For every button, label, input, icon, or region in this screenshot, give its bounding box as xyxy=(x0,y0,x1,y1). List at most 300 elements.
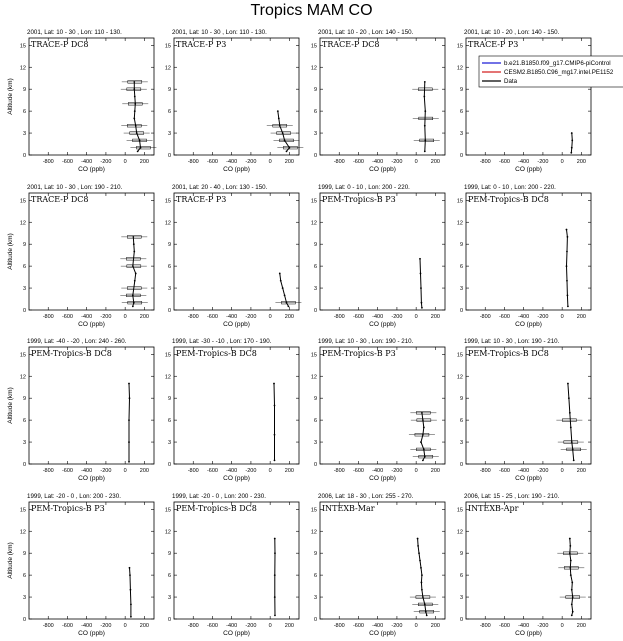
y-tick-label: 3 xyxy=(22,286,26,293)
data-point xyxy=(282,287,284,289)
data-point xyxy=(571,147,573,149)
data-point xyxy=(129,567,131,569)
data-point xyxy=(568,397,570,399)
y-tick-label: 9 xyxy=(459,242,463,249)
data-point xyxy=(129,574,131,576)
data-point xyxy=(280,280,282,282)
data-point xyxy=(130,589,132,591)
data-point xyxy=(571,614,573,616)
panel-7 xyxy=(311,184,445,328)
campaign-label: TRACE-P DC8 xyxy=(31,40,89,49)
x-tick-label: -800 xyxy=(187,159,199,165)
y-tick-label: 6 xyxy=(22,264,26,271)
data-point xyxy=(279,273,281,275)
x-tick-label: -400 xyxy=(81,623,93,629)
panel-header: 2001, Lat: 10 - 30 , Lon: 110 - 130. xyxy=(172,29,267,36)
y-tick-label: 3 xyxy=(22,131,26,138)
plot-frame xyxy=(320,193,445,310)
data-point xyxy=(274,434,276,436)
y-tick-label: 15 xyxy=(456,198,463,205)
data-point xyxy=(424,110,426,112)
data-point xyxy=(420,287,422,289)
x-tick-label: -200 xyxy=(537,159,549,165)
data-point xyxy=(570,152,572,154)
x-tick-label: -600 xyxy=(498,159,510,165)
data-point xyxy=(130,616,132,618)
x-tick-label: -600 xyxy=(352,314,364,320)
x-tick-label: 0 xyxy=(123,314,127,320)
campaign-label: TRACE-P P3 xyxy=(468,40,519,49)
legend-entry: b.e21.B1850.f09_g17.CMIP6-piControl xyxy=(504,60,611,67)
y-tick-label: 3 xyxy=(459,286,463,293)
x-tick-label: 200 xyxy=(284,468,294,474)
y-tick-label: 12 xyxy=(19,529,26,536)
y-tick-label: 9 xyxy=(313,551,317,558)
y-tick-label: 9 xyxy=(167,396,171,403)
x-tick-label: 200 xyxy=(139,468,149,474)
x-tick-label: 0 xyxy=(268,468,272,474)
y-tick-label: 3 xyxy=(22,595,26,602)
campaign-label: PEM-Tropics-B P3 xyxy=(322,349,396,358)
y-tick-label: 3 xyxy=(167,595,171,602)
y-tick-label: 15 xyxy=(164,507,171,514)
data-point xyxy=(566,280,568,282)
x-tick-label: -400 xyxy=(81,468,93,474)
x-tick-label: -800 xyxy=(479,468,491,474)
y-tick-label: 0 xyxy=(167,153,171,159)
y-tick-label: 3 xyxy=(459,131,463,138)
data-point xyxy=(133,243,135,245)
data-profile-line xyxy=(571,133,572,153)
data-point xyxy=(571,132,573,134)
plot-frame xyxy=(29,502,154,619)
x-tick-label: 200 xyxy=(576,314,586,320)
y-tick-label: 12 xyxy=(164,374,171,381)
data-point xyxy=(274,596,276,598)
data-point xyxy=(421,589,423,591)
data-point xyxy=(421,582,423,584)
x-tick-label: -600 xyxy=(206,314,218,320)
y-tick-label: 12 xyxy=(19,374,26,381)
x-tick-label: -600 xyxy=(206,468,218,474)
data-point xyxy=(277,110,279,112)
y-tick-label: 12 xyxy=(456,529,463,536)
y-tick-label: 15 xyxy=(19,43,26,50)
panel-header: 2001, Lat: 10 - 20 , Lon: 140 - 150. xyxy=(318,29,414,36)
data-point xyxy=(570,574,572,576)
campaign-label: PEM-Tropics-B P3 xyxy=(322,195,396,204)
data-point xyxy=(569,412,571,414)
y-tick-label: 12 xyxy=(310,529,317,536)
x-tick-label: 0 xyxy=(123,623,127,629)
y-tick-label: 9 xyxy=(22,551,26,558)
y-tick-label: 0 xyxy=(22,308,26,314)
panel-11 xyxy=(311,338,445,482)
panel-10 xyxy=(165,338,299,482)
data-point xyxy=(134,110,136,112)
x-tick-label: -400 xyxy=(372,159,384,165)
data-point xyxy=(273,383,275,385)
legend-entry: CESM2.B1850.C96_mg17.intel.PE1152 xyxy=(504,69,614,76)
data-profile-line xyxy=(278,111,290,151)
y-tick-label: 15 xyxy=(19,198,26,205)
y-tick-label: 6 xyxy=(459,573,463,580)
x-axis-title: CO (ppb) xyxy=(78,475,105,482)
panel-9 xyxy=(7,338,154,482)
x-tick-label: -600 xyxy=(206,159,218,165)
y-tick-label: 6 xyxy=(313,573,317,580)
y-tick-label: 15 xyxy=(19,507,26,514)
data-point xyxy=(566,265,568,267)
data-point xyxy=(286,150,288,152)
x-tick-label: 0 xyxy=(123,468,127,474)
y-tick-label: 9 xyxy=(313,396,317,403)
panel-header: 1999, Lat: 0 - 10 , Lon: 200 - 220. xyxy=(464,184,556,191)
x-tick-label: -600 xyxy=(498,468,510,474)
campaign-label: TRACE-P P3 xyxy=(176,195,227,204)
y-axis-title: Altitude (km) xyxy=(7,542,14,579)
panel-header: 1999, Lat: 10 - 30 , Lon: 190 - 210. xyxy=(464,338,560,345)
panel-header: 1999, Lat: -20 - 0 , Lon: 200 - 230. xyxy=(27,493,121,500)
y-tick-label: 0 xyxy=(459,462,463,468)
y-tick-label: 9 xyxy=(167,551,171,558)
y-tick-label: 9 xyxy=(22,87,26,94)
data-point xyxy=(421,302,423,304)
x-tick-label: -800 xyxy=(479,314,491,320)
x-tick-label: 200 xyxy=(139,314,149,320)
x-tick-label: -800 xyxy=(187,623,199,629)
y-tick-label: 6 xyxy=(167,573,171,580)
x-tick-label: 0 xyxy=(414,314,418,320)
y-tick-label: 12 xyxy=(164,529,171,536)
x-tick-label: -200 xyxy=(537,623,549,629)
data-point xyxy=(133,118,135,120)
panel-header: 1999, Lat: -20 - 0 , Lon: 200 - 230. xyxy=(172,493,266,500)
x-tick-label: -400 xyxy=(518,623,530,629)
x-axis-title: CO (ppb) xyxy=(515,630,542,637)
x-axis-title: CO (ppb) xyxy=(223,166,250,173)
x-tick-label: -400 xyxy=(372,314,384,320)
y-tick-label: 6 xyxy=(22,573,26,580)
y-tick-label: 9 xyxy=(459,551,463,558)
data-point xyxy=(135,273,137,275)
x-tick-label: -600 xyxy=(61,314,73,320)
data-point xyxy=(274,574,276,576)
panel-header: 1999, Lat: 0 - 10 , Lon: 200 - 220. xyxy=(318,184,410,191)
panel-header: 2001, Lat: 20 - 40 , Lon: 130 - 150. xyxy=(172,184,268,191)
plot-frame xyxy=(320,38,445,155)
y-tick-label: 12 xyxy=(19,65,26,72)
y-tick-label: 9 xyxy=(22,396,26,403)
y-tick-label: 0 xyxy=(459,153,463,159)
x-tick-label: -800 xyxy=(333,159,345,165)
y-tick-label: 6 xyxy=(22,418,26,425)
data-point xyxy=(134,96,136,98)
campaign-label: PEM-Tropics-B DC8 xyxy=(468,349,549,358)
data-point xyxy=(133,251,135,253)
data-point xyxy=(274,538,276,540)
data-profile-line xyxy=(129,384,130,462)
y-tick-label: 9 xyxy=(313,87,317,94)
y-tick-label: 12 xyxy=(164,220,171,227)
y-tick-label: 15 xyxy=(164,198,171,205)
x-tick-label: 200 xyxy=(430,159,440,165)
y-tick-label: 12 xyxy=(310,374,317,381)
y-tick-label: 12 xyxy=(164,65,171,72)
x-tick-label: 0 xyxy=(560,314,564,320)
panel-16 xyxy=(457,493,591,637)
data-point xyxy=(128,383,130,385)
x-tick-label: 0 xyxy=(414,159,418,165)
data-point xyxy=(417,538,419,540)
y-tick-label: 0 xyxy=(313,308,317,314)
x-tick-label: -200 xyxy=(391,314,403,320)
x-tick-label: 200 xyxy=(576,468,586,474)
data-point xyxy=(132,305,134,307)
y-tick-label: 0 xyxy=(22,153,26,159)
data-point xyxy=(419,560,421,562)
panel-header: 2001, Lat: 10 - 30 , Lon: 110 - 130. xyxy=(27,29,122,36)
y-tick-label: 6 xyxy=(167,264,171,271)
y-tick-label: 12 xyxy=(456,220,463,227)
x-tick-label: -200 xyxy=(391,468,403,474)
y-tick-label: 3 xyxy=(313,131,317,138)
data-point xyxy=(421,307,423,309)
y-tick-label: 6 xyxy=(167,418,171,425)
x-tick-label: -800 xyxy=(333,623,345,629)
x-axis-title: CO (ppb) xyxy=(223,630,250,637)
x-tick-label: -600 xyxy=(61,623,73,629)
data-point xyxy=(421,574,423,576)
panel-12 xyxy=(457,338,591,482)
y-tick-label: 12 xyxy=(310,220,317,227)
x-axis-title: CO (ppb) xyxy=(78,321,105,328)
y-tick-label: 15 xyxy=(164,352,171,359)
y-axis-title: Altitude (km) xyxy=(7,78,14,115)
x-tick-label: -800 xyxy=(333,468,345,474)
data-point xyxy=(567,383,569,385)
x-tick-label: -400 xyxy=(518,468,530,474)
y-tick-label: 0 xyxy=(22,462,26,468)
y-tick-label: 0 xyxy=(313,617,317,623)
y-tick-label: 15 xyxy=(456,507,463,514)
x-tick-label: -600 xyxy=(352,468,364,474)
data-point xyxy=(422,459,424,461)
data-point xyxy=(424,125,426,127)
campaign-label: TRACE-P P3 xyxy=(176,40,227,49)
data-point xyxy=(423,427,425,429)
data-point xyxy=(572,611,574,613)
data-point xyxy=(128,441,130,443)
y-tick-label: 0 xyxy=(313,462,317,468)
x-axis-title: CO (ppb) xyxy=(369,166,396,173)
x-axis-title: CO (ppb) xyxy=(369,475,396,482)
x-axis-title: CO (ppb) xyxy=(78,166,105,173)
y-tick-label: 3 xyxy=(313,440,317,447)
plot-frame xyxy=(320,347,445,464)
x-tick-label: 0 xyxy=(414,468,418,474)
data-point xyxy=(426,614,428,616)
x-tick-label: 200 xyxy=(430,623,440,629)
panel-3 xyxy=(311,29,445,173)
panel-14 xyxy=(165,493,299,637)
x-tick-label: -600 xyxy=(61,159,73,165)
x-tick-label: -600 xyxy=(498,314,510,320)
data-point xyxy=(424,150,426,152)
plot-frame xyxy=(174,347,299,464)
x-tick-label: -400 xyxy=(81,314,93,320)
data-point xyxy=(418,552,420,554)
x-tick-label: -800 xyxy=(479,159,491,165)
campaign-label: PEM-Tropics-B DC8 xyxy=(31,349,112,358)
panel-15 xyxy=(311,493,445,637)
data-point xyxy=(571,582,573,584)
x-tick-label: -400 xyxy=(226,314,238,320)
x-tick-label: 0 xyxy=(414,623,418,629)
campaign-label: PEM-Tropics-B DC8 xyxy=(468,195,549,204)
panel-header: 1999, Lat: -40 - -20 , Lon: 240 - 260. xyxy=(27,338,127,345)
campaign-label: INTEXB-Apr xyxy=(468,504,519,513)
y-tick-label: 3 xyxy=(313,595,317,602)
panel-6 xyxy=(165,184,302,328)
panel-4 xyxy=(457,29,591,173)
y-tick-label: 9 xyxy=(459,396,463,403)
x-tick-label: -200 xyxy=(245,623,257,629)
x-axis-title: CO (ppb) xyxy=(78,630,105,637)
x-tick-label: -600 xyxy=(61,468,73,474)
data-point xyxy=(137,150,139,152)
y-tick-label: 12 xyxy=(456,374,463,381)
plot-frame xyxy=(174,193,299,310)
y-tick-label: 15 xyxy=(310,43,317,50)
y-tick-label: 12 xyxy=(19,220,26,227)
data-point xyxy=(130,603,132,605)
y-tick-label: 15 xyxy=(19,352,26,359)
campaign-label: PEM-Tropics-B DC8 xyxy=(176,349,257,358)
data-point xyxy=(274,614,276,616)
data-point xyxy=(274,552,276,554)
y-tick-label: 6 xyxy=(459,109,463,116)
x-tick-label: -800 xyxy=(333,314,345,320)
x-tick-label: -200 xyxy=(245,314,257,320)
y-tick-label: 9 xyxy=(22,242,26,249)
data-point xyxy=(566,229,568,231)
data-point xyxy=(424,81,426,83)
x-tick-label: -800 xyxy=(42,159,54,165)
panel-5 xyxy=(7,184,154,328)
x-tick-label: -400 xyxy=(226,159,238,165)
data-point xyxy=(417,545,419,547)
y-tick-label: 6 xyxy=(313,418,317,425)
x-tick-label: -200 xyxy=(100,159,112,165)
x-tick-label: 200 xyxy=(430,314,440,320)
x-tick-label: 0 xyxy=(560,159,564,165)
x-axis-title: CO (ppb) xyxy=(515,166,542,173)
plot-frame xyxy=(174,38,299,155)
panel-2 xyxy=(165,29,303,173)
panel-1 xyxy=(7,29,156,173)
data-point xyxy=(566,251,568,253)
y-tick-label: 6 xyxy=(459,418,463,425)
data-point xyxy=(420,567,422,569)
x-tick-label: -600 xyxy=(206,623,218,629)
data-profile-line xyxy=(420,259,422,308)
x-axis-title: CO (ppb) xyxy=(223,475,250,482)
data-point xyxy=(129,397,131,399)
data-point xyxy=(128,419,130,421)
y-tick-label: 0 xyxy=(22,617,26,623)
panel-header: 2001, Lat: 10 - 30 , Lon: 190 - 210. xyxy=(27,184,123,191)
x-axis-title: CO (ppb) xyxy=(223,321,250,328)
y-tick-label: 3 xyxy=(22,440,26,447)
x-tick-label: 0 xyxy=(268,623,272,629)
x-tick-label: -200 xyxy=(100,623,112,629)
page-title: Tropics MAM CO xyxy=(250,2,373,19)
data-point xyxy=(419,258,421,260)
campaign-label: TRACE-P DC8 xyxy=(322,40,380,49)
data-point xyxy=(567,305,569,307)
x-tick-label: -800 xyxy=(187,468,199,474)
x-tick-label: -800 xyxy=(187,314,199,320)
x-tick-label: 200 xyxy=(139,159,149,165)
x-tick-label: 0 xyxy=(268,159,272,165)
panel-8 xyxy=(457,184,591,328)
x-tick-label: 0 xyxy=(560,468,564,474)
campaign-label: PEM-Tropics-B P3 xyxy=(31,504,105,513)
y-tick-label: 15 xyxy=(456,352,463,359)
x-tick-label: -400 xyxy=(518,159,530,165)
y-tick-label: 0 xyxy=(459,308,463,314)
y-tick-label: 0 xyxy=(167,617,171,623)
campaign-label: INTEXB-Mar xyxy=(322,504,375,513)
x-tick-label: 200 xyxy=(284,623,294,629)
campaign-label: TRACE-P DC8 xyxy=(31,195,89,204)
x-tick-label: -800 xyxy=(42,314,54,320)
data-point xyxy=(573,459,575,461)
data-point xyxy=(288,305,290,307)
panel-header: 2006, Lat: 15 - 25 , Lon: 190 - 210. xyxy=(464,493,560,500)
data-point xyxy=(569,538,571,540)
x-tick-label: -400 xyxy=(372,468,384,474)
x-tick-label: -200 xyxy=(391,159,403,165)
x-tick-label: 200 xyxy=(576,623,586,629)
data-point xyxy=(567,236,569,238)
y-tick-label: 9 xyxy=(459,87,463,94)
plot-frame xyxy=(466,193,591,310)
x-tick-label: -200 xyxy=(245,159,257,165)
data-point xyxy=(567,294,569,296)
y-tick-label: 15 xyxy=(310,507,317,514)
data-point xyxy=(571,603,573,605)
x-tick-label: 0 xyxy=(268,314,272,320)
data-point xyxy=(274,405,276,407)
plot-frame xyxy=(29,347,154,464)
x-tick-label: 200 xyxy=(284,159,294,165)
x-tick-label: -600 xyxy=(498,623,510,629)
data-point xyxy=(423,96,425,98)
legend xyxy=(479,56,623,87)
data-point xyxy=(134,280,136,282)
data-point xyxy=(278,118,280,120)
x-tick-label: -600 xyxy=(352,159,364,165)
x-tick-label: -200 xyxy=(245,468,257,474)
data-point xyxy=(571,139,573,141)
y-tick-label: 0 xyxy=(459,617,463,623)
campaign-label: PEM-Tropics-B DC8 xyxy=(176,504,257,513)
x-axis-title: CO (ppb) xyxy=(369,630,396,637)
x-axis-title: CO (ppb) xyxy=(515,475,542,482)
plot-frame xyxy=(320,502,445,619)
